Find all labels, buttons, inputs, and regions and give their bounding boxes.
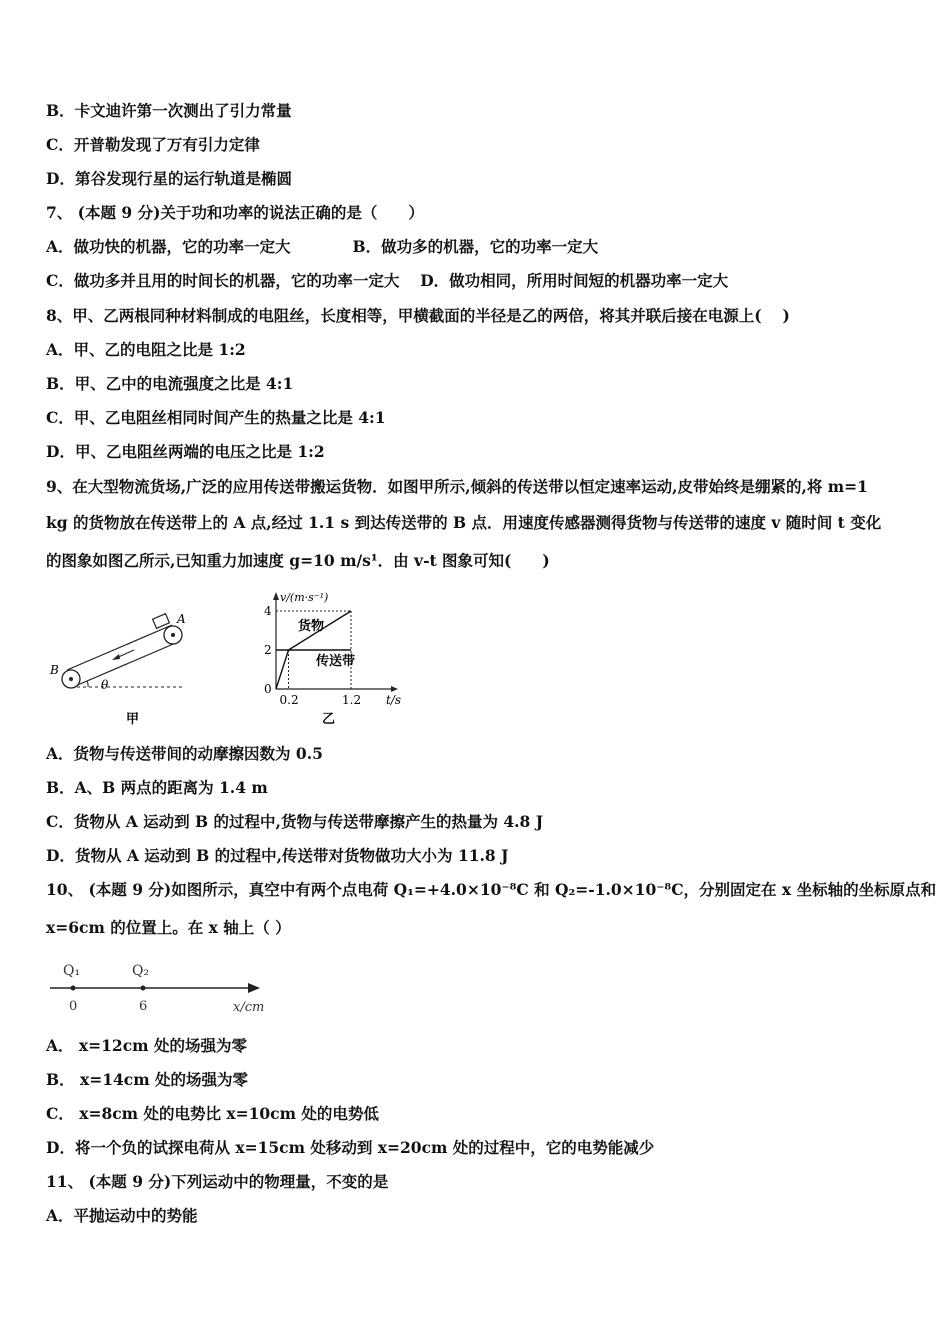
- y-tick-label-2: 0: [264, 682, 272, 696]
- direction-arrow-head: [112, 654, 120, 660]
- theta-arc: [87, 681, 88, 687]
- v-axis-arrow: [273, 592, 279, 600]
- text-line-11: D．甲、乙电阻丝两端的电压之比是 1:2: [46, 442, 325, 461]
- caption-jia: 甲: [126, 712, 140, 727]
- tick-label-0: 0: [69, 999, 78, 1014]
- pulley-a-axle: [171, 633, 175, 637]
- text-line-6: C．做功多并且用的时间长的机器，它的功率一定大 D．做功相同，所用时间短的机器功率一定大: [46, 271, 729, 290]
- text-line-26: A．平抛运动中的势能: [46, 1206, 198, 1225]
- text-line-19: 10、 (本题 9 分)如图所示，真空中有两个点电荷 Q₁=+4.0×10⁻⁸C 和 Q₂=-1.0×10⁻⁸C，分别固定在 x 坐标轴的坐标原点和: [46, 880, 937, 899]
- conveyor-figure: [46, 610, 196, 730]
- vt-graph: [254, 588, 414, 730]
- text-line-1: B．卡文迪许第一次测出了引力常量: [46, 101, 292, 120]
- belt-top: [67, 625, 172, 670]
- text-line-9: B．甲、乙中的电流强度之比是 4:1: [46, 374, 294, 393]
- label-theta: θ: [101, 678, 109, 692]
- text-line-23: C． x=8cm 处的电势比 x=10cm 处的电势低: [46, 1104, 379, 1123]
- text-line-21: A． x=12cm 处的场强为零: [46, 1036, 247, 1055]
- text-line-20: x=6cm 的位置上。在 x 轴上（ ）: [46, 918, 291, 937]
- text-line-5: A．做功快的机器，它的功率一定大 B．做功多的机器，它的功率一定大: [46, 237, 599, 256]
- charge-q2-dot: [141, 986, 146, 991]
- tick-label-6: 6: [139, 999, 148, 1014]
- caption-yi: 乙: [322, 712, 336, 727]
- label-q1: Q₁: [63, 963, 81, 979]
- text-line-8: A．甲、乙的电阻之比是 1:2: [46, 340, 246, 359]
- text-line-22: B． x=14cm 处的场强为零: [46, 1070, 249, 1089]
- t-axis-arrow: [391, 686, 398, 692]
- label-b: B: [50, 663, 59, 677]
- charge-axis-figure: [46, 955, 286, 1025]
- y-tick-label-1: 2: [264, 643, 272, 657]
- x-tick-label-1: 1.2: [342, 693, 362, 707]
- text-line-18: D．货物从 A 运动到 B 的过程中,传送带对货物做功大小为 11.8 J: [46, 846, 509, 865]
- y-axis-label: v/(m·s⁻¹): [280, 591, 329, 604]
- series-label-cargo: 货物: [298, 619, 325, 634]
- text-line-7: 8、甲、乙两根同种材料制成的电阻丝，长度相等，甲横截面的半径是乙的两倍，将其并联后接在电源上( ): [46, 306, 790, 325]
- text-line-15: A．货物与传送带间的动摩擦因数为 0.5: [46, 744, 323, 763]
- belt-bottom: [73, 642, 178, 687]
- text-line-2: C．开普勒发现了万有引力定律: [46, 135, 260, 154]
- text-line-3: D．第谷发现行星的运行轨道是椭圆: [46, 169, 292, 188]
- text-line-13: kg 的货物放在传送带上的 A 点,经过 1.1 s 到达传送带的 B 点．用速度传感器测得货物与传送带的速度 v 随时间 t 变化: [46, 513, 882, 532]
- text-line-4: 7、 (本题 9 分)关于功和功率的说法正确的是（ ）: [46, 203, 424, 222]
- cargo-box: [153, 614, 170, 629]
- label-a: A: [177, 612, 186, 626]
- text-line-17: C．货物从 A 运动到 B 的过程中,货物与传送带摩擦产生的热量为 4.8 J: [46, 812, 544, 831]
- axis-label-xcm: x/cm: [233, 1000, 265, 1015]
- text-line-25: 11、 (本题 9 分)下列运动中的物理量，不变的是: [46, 1172, 389, 1191]
- series-label-belt: 传送带: [316, 654, 356, 669]
- y-tick-label-0: 4: [264, 604, 272, 618]
- label-q2: Q₂: [132, 963, 150, 979]
- text-line-24: D．将一个负的试探电荷从 x=15cm 处移动到 x=20cm 处的过程中，它的电势能减少: [46, 1138, 655, 1157]
- text-line-16: B．A、B 两点的距离为 1.4 m: [46, 778, 268, 797]
- charge-q1-dot: [71, 986, 76, 991]
- text-line-14: 的图象如图乙所示,已知重力加速度 g=10 m/s¹．由 v-t 图象可知( ): [46, 551, 550, 570]
- x-axis-arrow: [248, 983, 260, 993]
- text-line-10: C．甲、乙电阻丝相同时间产生的热量之比是 4:1: [46, 408, 386, 427]
- x-tick-label-0: 0.2: [279, 693, 299, 707]
- x-axis-label: t/s: [386, 693, 402, 707]
- pulley-b-axle: [69, 677, 73, 681]
- text-line-12: 9、在大型物流货场,广泛的应用传送带搬运货物．如图甲所示,倾斜的传送带以恒定速率运动,皮带始终是绷紧的,将 m=1: [46, 477, 868, 496]
